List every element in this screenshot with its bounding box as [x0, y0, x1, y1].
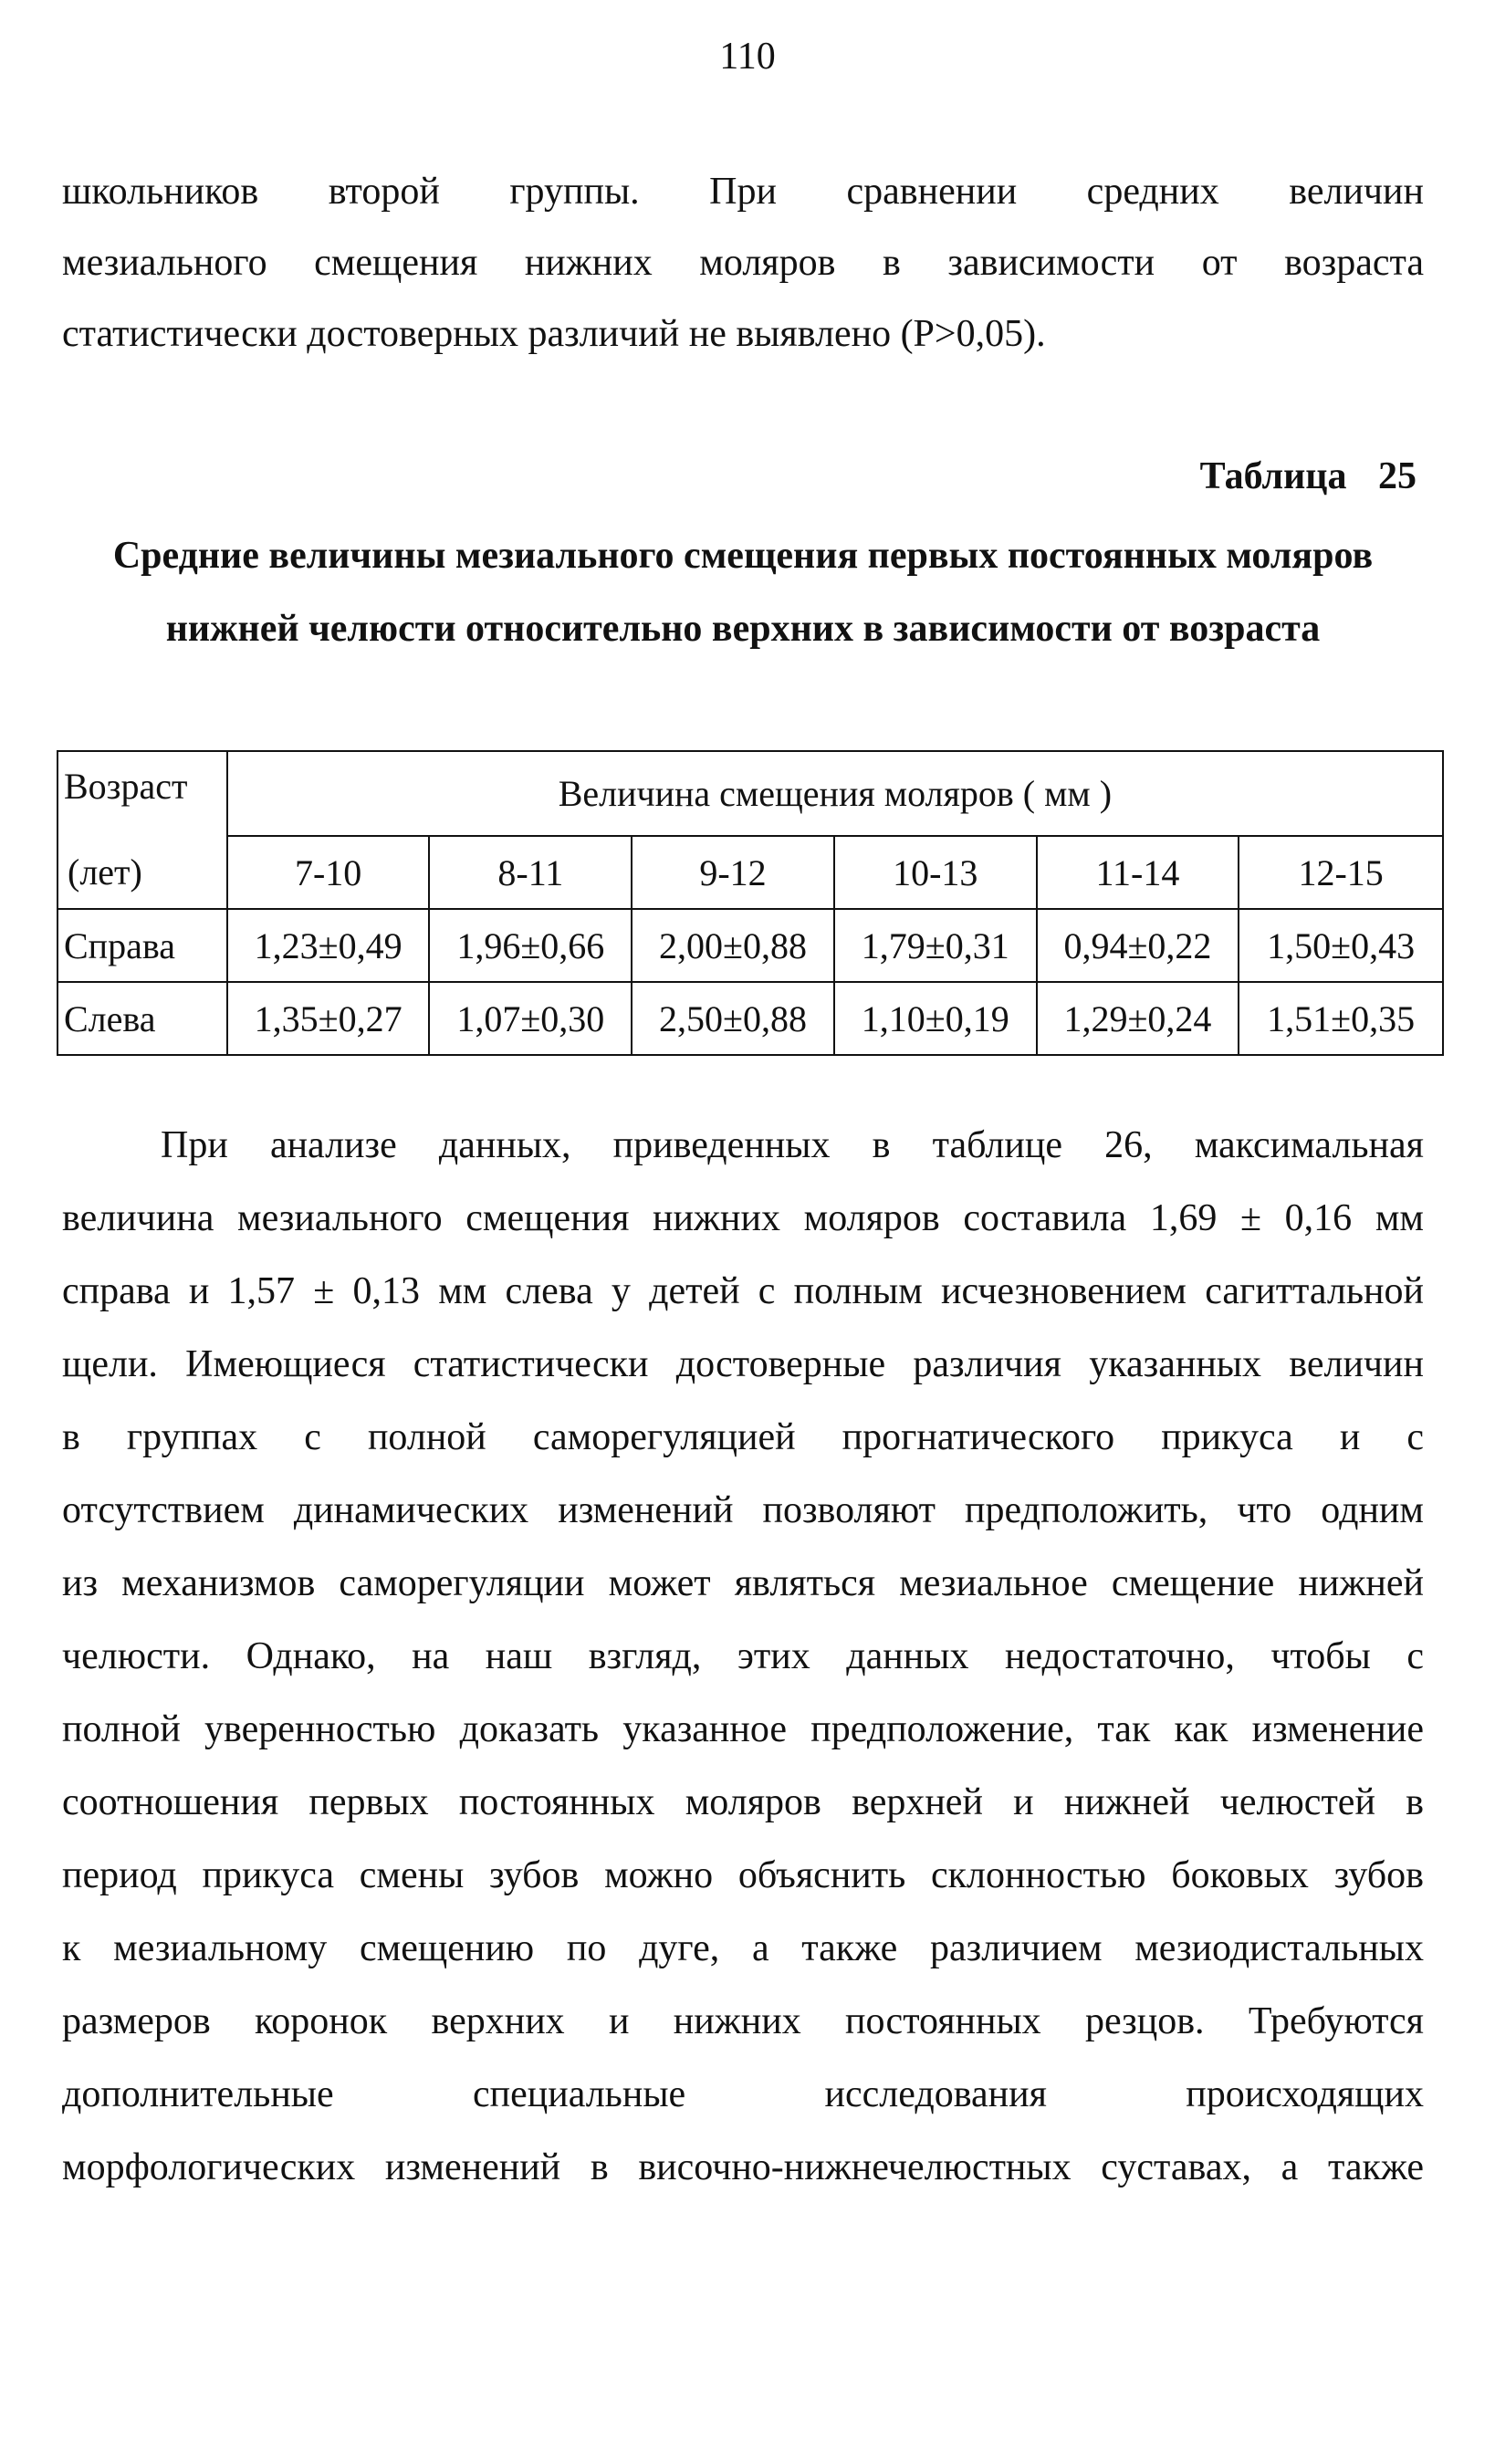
table-header-row [58, 751, 1443, 836]
value-cell: 0,94±0,22 [1037, 909, 1239, 982]
age-unit-cell: (лет) [58, 836, 227, 909]
value-cell: 1,35±0,27 [227, 982, 430, 1055]
value-cell: 1,51±0,35 [1239, 982, 1443, 1055]
row-label-cell: Справа [58, 909, 227, 982]
value-cell: 1,10±0,19 [834, 982, 1037, 1055]
table-caption: Таблица 25 [1199, 455, 1417, 497]
analysis-line-1: При анализе данных, приведенных в таблице 26, максимальная [161, 1124, 1424, 1166]
value-cell: 1,96±0,66 [429, 909, 632, 982]
age-group-cell: 10-13 [834, 836, 1037, 909]
value-cell: 1,29±0,24 [1037, 982, 1239, 1055]
table-row-left [58, 982, 1443, 1055]
age-header-cell: Возраст [58, 751, 227, 836]
value-cell: 2,50±0,88 [632, 982, 834, 1055]
table-title-line-1: Средние величины мезиального смещения первых постоянных моляров [112, 535, 1374, 577]
page-number: 110 [719, 36, 776, 78]
analysis-line-9: полной уверенностью доказать указанное предположение, так как изменение [62, 1708, 1424, 1750]
age-group-cell: 12-15 [1239, 836, 1443, 909]
intro-line-2: мезиального смещения нижних моляров в зависимости от возраста [62, 242, 1424, 284]
molar-shift-table [57, 750, 1444, 1056]
analysis-line-12: к мезиальному смещению по дуге, а также различием мезиодистальных [62, 1927, 1424, 1969]
analysis-line-4: щели. Имеющиеся статистически достоверные различия указанных величин [62, 1343, 1424, 1385]
analysis-line-6: отсутствием динамических изменений позволяют предположить, что одним [62, 1489, 1424, 1531]
analysis-line-15: морфологических изменений в височно-нижнечелюстных суставах, а также [62, 2146, 1424, 2188]
value-cell: 1,07±0,30 [429, 982, 632, 1055]
intro-line-1: школьников второй группы. При сравнении средних величин [62, 171, 1424, 213]
analysis-line-3: справа и 1,57 ± 0,13 мм слева у детей с полным исчезновением сагиттальной [62, 1270, 1424, 1312]
group-header-cell: Величина смещения моляров ( мм ) [227, 751, 1443, 836]
analysis-line-2: величина мезиального смещения нижних моляров составила 1,69 ± 0,16 мм [62, 1197, 1424, 1239]
age-group-cell: 8-11 [429, 836, 632, 909]
table-title-line-2: нижней челюсти относительно верхних в зависимости от возраста [165, 608, 1321, 650]
value-cell: 1,79±0,31 [834, 909, 1037, 982]
table-row-right [58, 909, 1443, 982]
value-cell: 1,50±0,43 [1239, 909, 1443, 982]
value-cell: 2,00±0,88 [632, 909, 834, 982]
analysis-line-5: в группах с полной саморегуляцией прогнатического прикуса и с [62, 1416, 1424, 1458]
age-group-cell: 9-12 [632, 836, 834, 909]
analysis-line-7: из механизмов саморегуляции может являться мезиальное смещение нижней [62, 1562, 1424, 1604]
table-subheader-row [58, 836, 1443, 909]
age-group-cell: 11-14 [1037, 836, 1239, 909]
analysis-line-11: период прикуса смены зубов можно объяснить склонностью боковых зубов [62, 1854, 1424, 1896]
analysis-line-13: размеров коронок верхних и нижних постоянных резцов. Требуются [62, 2000, 1424, 2042]
intro-line-3: статистически достоверных различий не выявлено (P>0,05). [62, 313, 1046, 355]
analysis-line-14: дополнительные специальные исследования происходящих [62, 2073, 1424, 2115]
analysis-line-8: челюсти. Однако, на наш взгляд, этих данных недостаточно, чтобы с [62, 1635, 1424, 1677]
age-group-cell: 7-10 [227, 836, 430, 909]
analysis-line-10: соотношения первых постоянных моляров верхней и нижней челюстей в [62, 1781, 1424, 1823]
value-cell: 1,23±0,49 [227, 909, 430, 982]
row-label-cell: Слева [58, 982, 227, 1055]
